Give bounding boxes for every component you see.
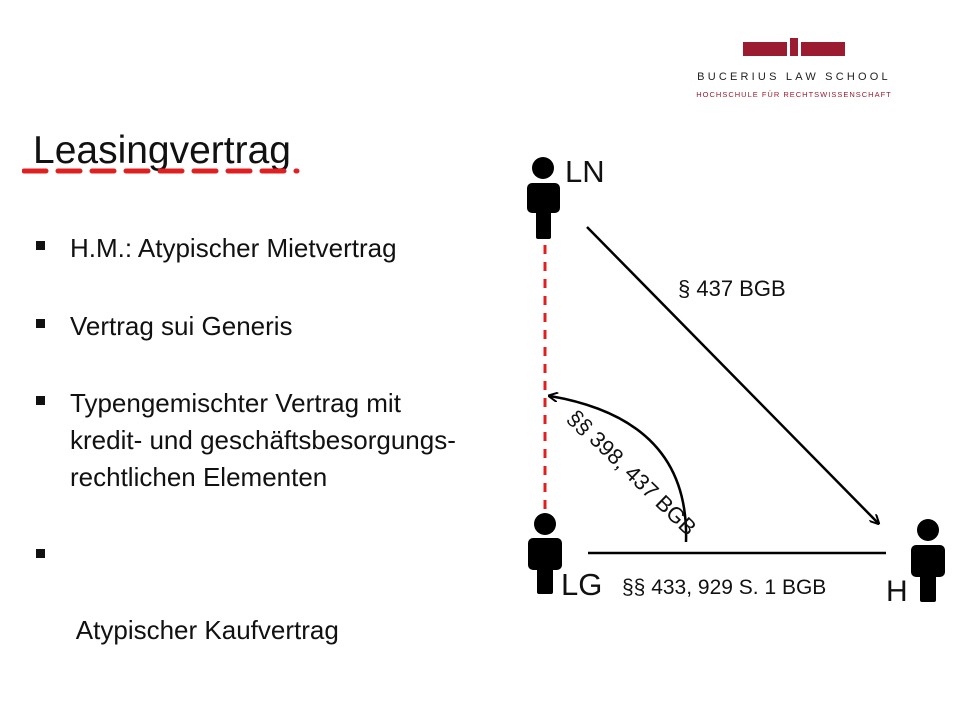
edge-ln-h-label: § 437 BGB bbox=[678, 276, 786, 301]
slide-title: Leasingvertrag bbox=[33, 129, 291, 172]
person-ln-icon bbox=[527, 157, 560, 239]
person-ln-label: LN bbox=[565, 154, 605, 189]
logo-subtitle: HOCHSCHULE FÜR RECHTSWISSENSCHAFT bbox=[696, 90, 892, 99]
person-lg-icon bbox=[528, 513, 562, 594]
bullet-line: kredit- und geschäftsbesorgungs- bbox=[70, 425, 456, 455]
bullet-line: Vertrag sui Generis bbox=[70, 311, 293, 341]
person-h-icon bbox=[911, 519, 945, 602]
bullet-line: Typengemischter Vertrag mit bbox=[70, 388, 401, 418]
person-lg-label: LG bbox=[561, 567, 603, 602]
bullet-line: H.M.: Atypischer Mietvertrag bbox=[70, 233, 397, 263]
logo-name: BUCERIUS LAW SCHOOL bbox=[697, 71, 891, 83]
bullet-line: rechtlichen Elementen bbox=[70, 462, 328, 492]
edge-lg-h-label: §§ 433, 929 S. 1 BGB bbox=[622, 576, 827, 599]
person-h-label: H bbox=[886, 575, 908, 608]
edge-arc-label: §§ 398, 437 BGB bbox=[562, 405, 702, 541]
bullet-line: Atypischer Kaufvertrag bbox=[70, 615, 339, 645]
